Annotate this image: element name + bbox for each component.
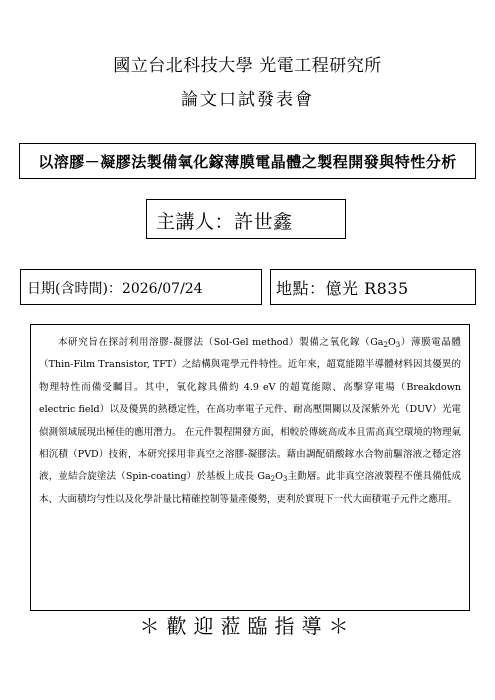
abstract-text: [39, 332, 461, 511]
abstract-part-2: O: [387, 337, 396, 348]
institution-heading: 國立台北科技大學 光電工程研究所: [113, 56, 382, 76]
abstract-part-1: 本研究旨在探討利用溶膠-凝膠法（Sol-Gel method）製備之氧化鎵（Ga: [58, 337, 384, 348]
subscript: 3: [282, 475, 288, 484]
abstract-box: [30, 324, 470, 611]
welcome-footer: ＊歡迎蒞臨指導＊: [139, 614, 356, 638]
location-box: [270, 269, 476, 305]
event-heading: 論文口試發表會: [181, 90, 314, 110]
date-time: 日期(含時間)：2026/07/24: [27, 281, 203, 297]
abstract-part-5: 主動層。此非真空溶液製程不僅具備低成本、大面積均勻性以及化學計量比精確控制等量產優勢，更利於實現下一代大面積電子元件之應用。: [39, 471, 461, 505]
abstract-part-3: ）薄膜電晶體（Thin-Film Transistor, TFT）之結構與電學元件特性。近年來，超寬能隙半導體材料因其優異的物理特性而備受矚目。其中，氧化鎵具備約 4.9 eV 的超寬能隙、高擊穿電場（Breakdown electric field）以及優異的熱穩定性，在高功率電子元件、耐高壓開關以及深紫外光（DUV）光電偵測領域展現出極佳的應用潛力。 在元件製程開發方面，相較於傳統高成本且需高真空環境的物理氣相沉積（PVD）技術，本研究採用非真空之溶膠-凝膠法。藉由調配硝酸鎵水合物前驅溶液之穩定溶液，並結合旋塗法（Spin-coating）於基板上成長 Ga: [39, 337, 461, 483]
abstract-part-4: O: [275, 471, 283, 483]
location: 地點：億光 R835: [276, 279, 409, 298]
thesis-title-box: [19, 143, 476, 179]
subscript: 2: [270, 475, 276, 484]
speaker-box: [146, 199, 346, 239]
thesis-title: 以溶膠－凝膠法製備氧化鎵薄膜電晶體之製程開發與特性分析: [38, 153, 457, 171]
speaker-name: 主講人：許世鑫: [156, 211, 293, 233]
date-box: [20, 269, 262, 305]
subscript: 2: [383, 341, 388, 349]
subscript: 3: [395, 341, 401, 349]
